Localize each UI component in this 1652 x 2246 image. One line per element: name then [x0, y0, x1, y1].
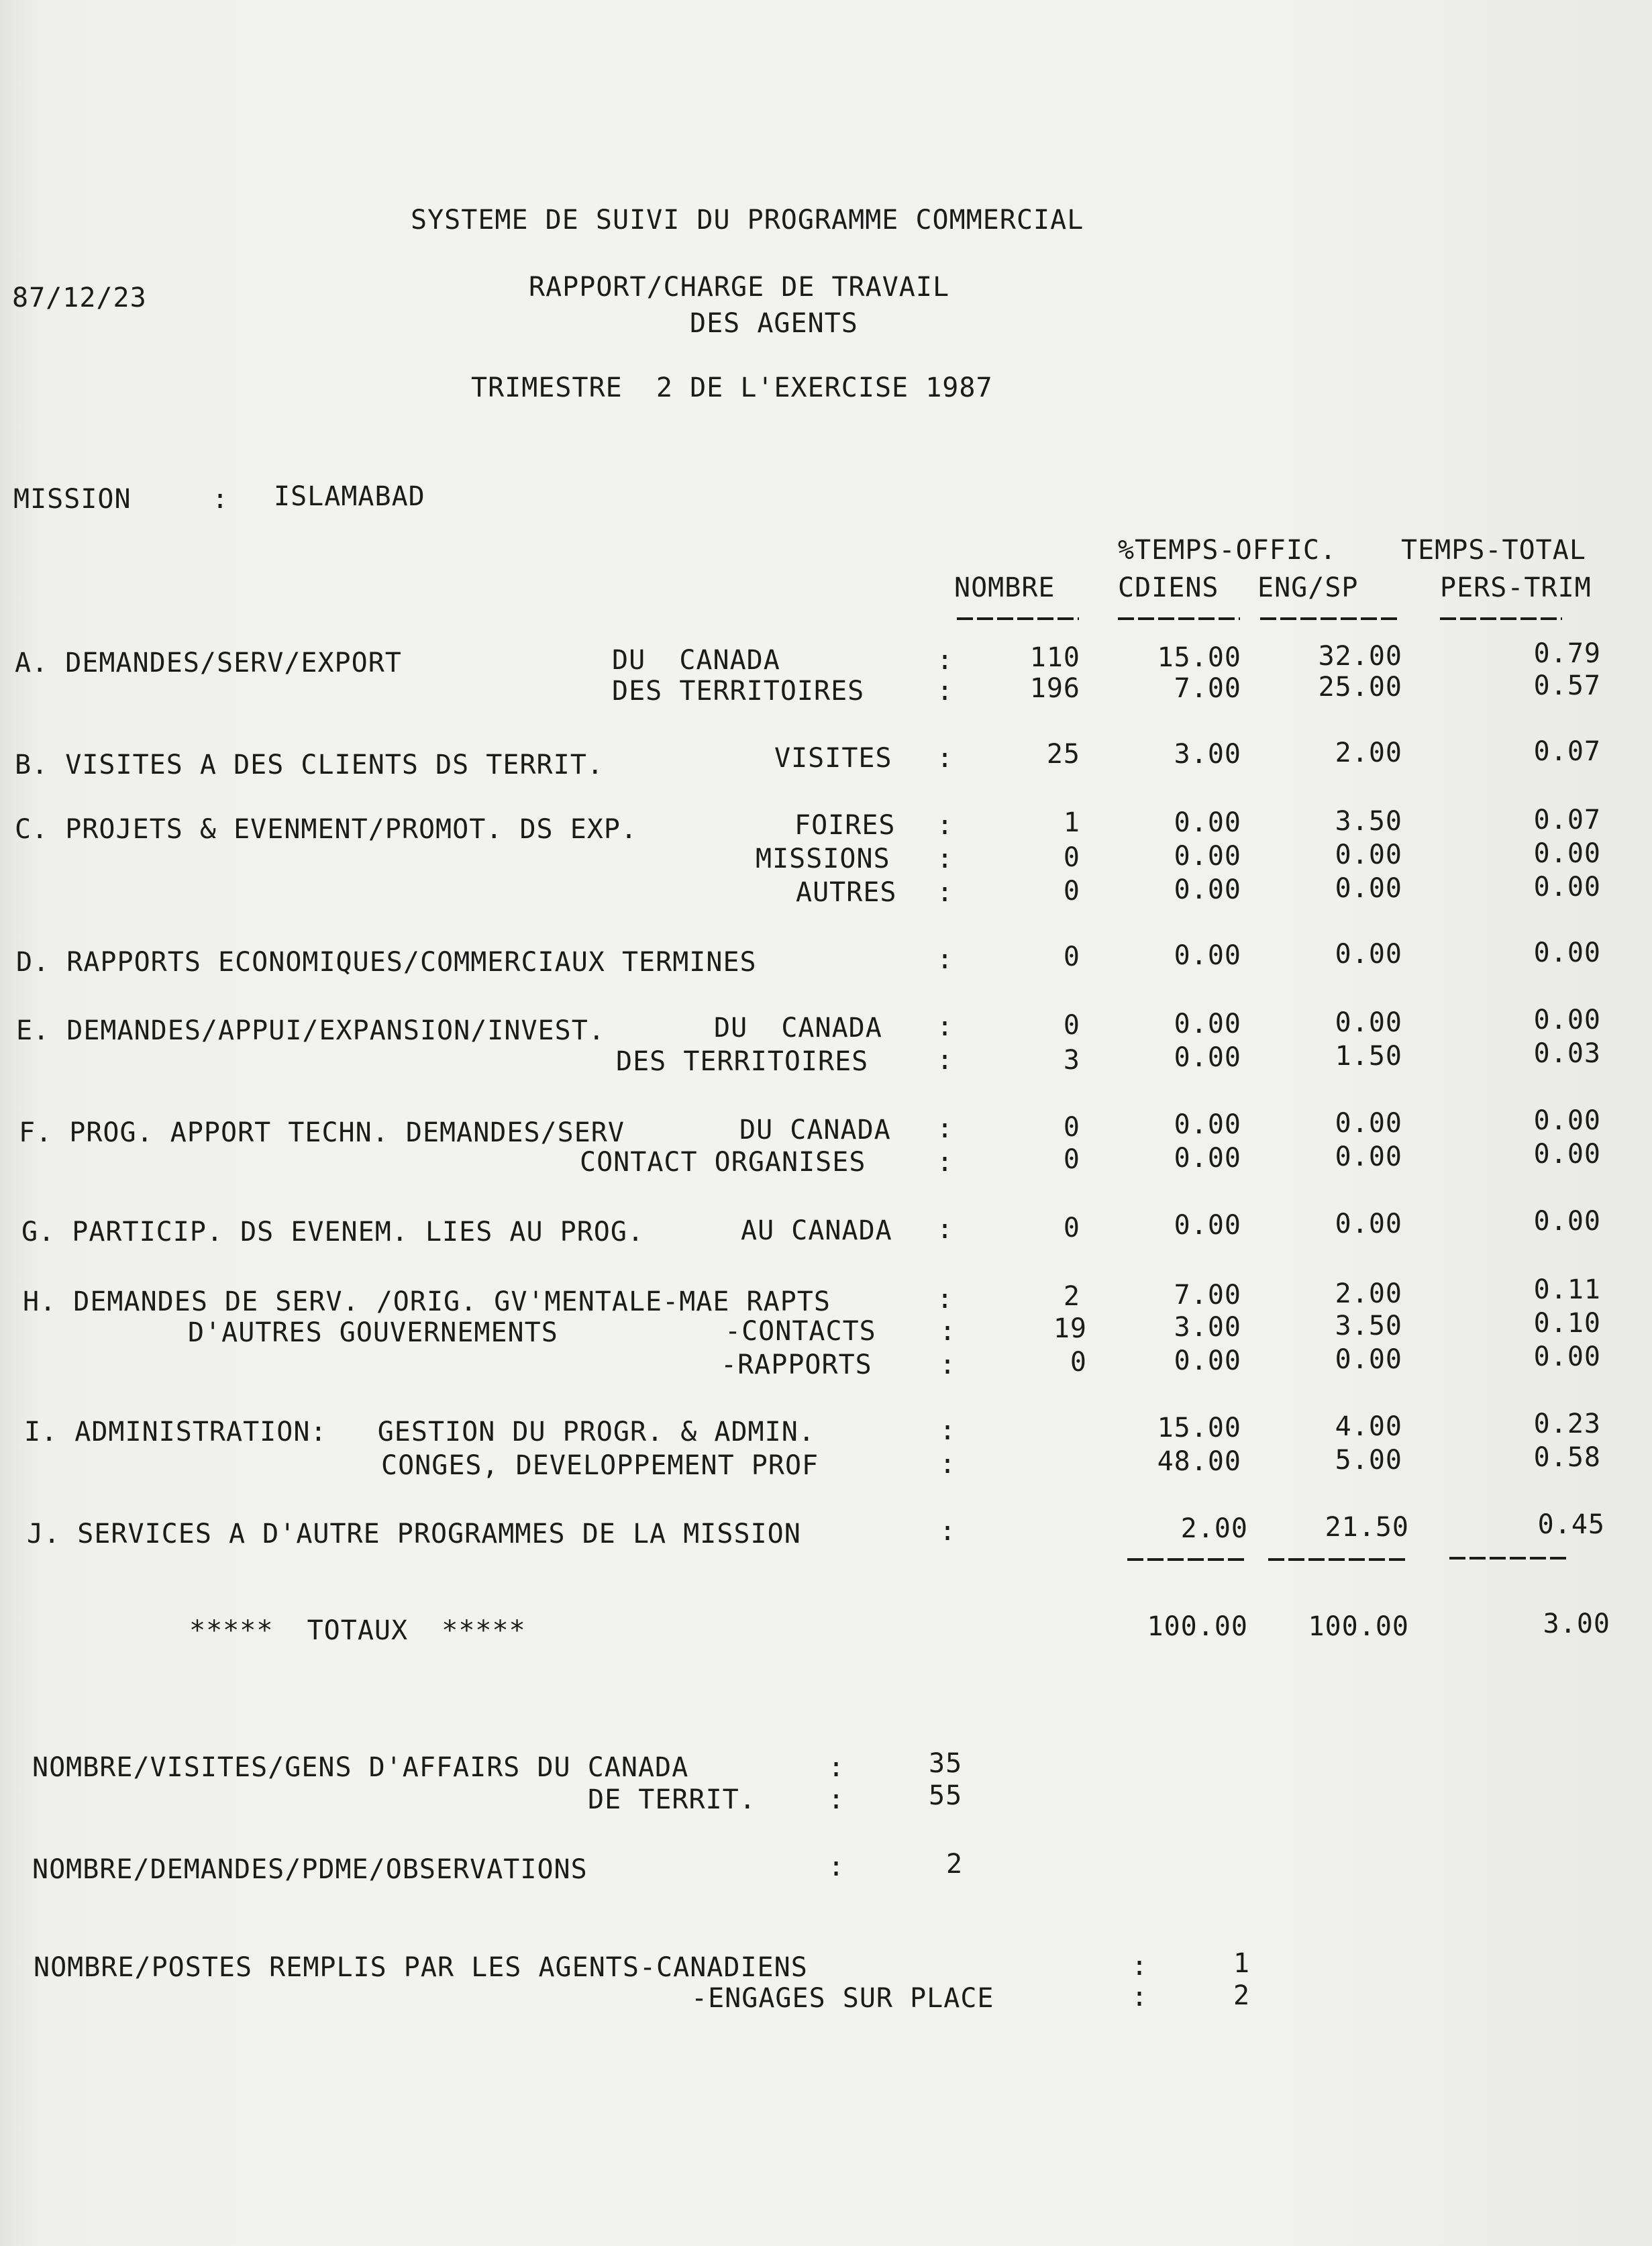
row-colon: : — [937, 743, 954, 774]
row-colon: : — [937, 810, 954, 841]
report-title-line-1: RAPPORT/CHARGE DE TRAVAIL — [529, 272, 950, 303]
row-colon: : — [937, 1113, 954, 1144]
row-colon: : — [937, 645, 954, 676]
row-label: A. DEMANDES/SERV/EXPORT — [15, 648, 402, 678]
cell-total: 0.57 — [1533, 670, 1601, 701]
row-sublabel: DU CANADA — [739, 1115, 891, 1145]
row-sublabel: CONTACT ORGANISES — [580, 1147, 866, 1178]
cell-total: 0.00 — [1533, 937, 1601, 968]
cell-engsp: 3.50 — [1335, 1311, 1402, 1341]
row-label: I. ADMINISTRATION: GESTION DU PROGR. & ADMIN. — [24, 1417, 815, 1447]
row-sublabel: DES TERRITOIRES — [612, 676, 865, 707]
cell-total: 0.07 — [1533, 805, 1601, 835]
row-label: J. SERVICES A D'AUTRE PROGRAMMES DE LA MISSION — [27, 1519, 801, 1549]
cell-total: 0.00 — [1533, 1139, 1601, 1170]
mission-label: MISSION — [13, 484, 132, 515]
cell-nombre: 0 — [1063, 842, 1080, 873]
cell-cdiens: 0.00 — [1174, 841, 1241, 872]
cell-total: 0.07 — [1533, 736, 1601, 767]
row-colon: : — [937, 877, 954, 908]
postes-place-colon: : — [1131, 1982, 1149, 2012]
report-title-line-2: DES AGENTS — [690, 308, 858, 339]
header-temps-total: TEMPS-TOTAL — [1401, 535, 1586, 566]
cell-total: 0.45 — [1537, 1509, 1605, 1540]
cell-nombre: 0 — [1063, 1010, 1080, 1041]
totals-underline-perstrim — [1449, 1557, 1570, 1560]
cell-engsp: 0.00 — [1335, 1141, 1402, 1172]
row-label: H. DEMANDES DE SERV. /ORIG. GV'MENTALE-MAE RAPTS — [23, 1286, 831, 1317]
header-eng-sp: ENG/SP — [1257, 572, 1359, 603]
cell-total: 0.79 — [1533, 638, 1601, 669]
row-label: F. PROG. APPORT TECHN. DEMANDES/SERV — [19, 1117, 625, 1148]
cell-total: 0.23 — [1533, 1409, 1601, 1439]
cell-cdiens: 15.00 — [1157, 642, 1241, 673]
system-title: SYSTEME DE SUIVI DU PROGRAMME COMMERCIAL — [411, 205, 1084, 236]
header-underline-cdiens — [1118, 617, 1240, 620]
cell-nombre: 0 — [1063, 1144, 1080, 1175]
row-colon: : — [939, 1516, 957, 1547]
row-label: B. VISITES A DES CLIENTS DS TERRIT. — [15, 750, 604, 780]
row-colon: : — [937, 844, 954, 874]
row-colon: : — [937, 1214, 954, 1245]
row-sublabel: VISITES — [774, 743, 892, 774]
cell-engsp: 0.00 — [1335, 939, 1402, 970]
cell-engsp: 5.00 — [1335, 1445, 1402, 1476]
visites-canada-label: NOMBRE/VISITES/GENS D'AFFAIRS DU CANADA — [32, 1752, 689, 1783]
cell-cdiens: 0.00 — [1174, 1109, 1241, 1140]
header-underline-engsp — [1260, 617, 1400, 620]
cell-cdiens: 7.00 — [1174, 1280, 1241, 1311]
cell-nombre: 0 — [1063, 941, 1080, 972]
visites-territ-label: DE TERRIT. — [588, 1784, 756, 1815]
cell-engsp: 1.50 — [1335, 1041, 1402, 1072]
report-date: 87/12/23 — [12, 283, 147, 313]
postes-canadiens-colon: : — [1131, 1951, 1149, 1982]
cell-nombre: 1 — [1063, 807, 1080, 838]
cell-nombre: 0 — [1063, 1112, 1080, 1143]
visites-territ-colon: : — [828, 1784, 845, 1815]
cell-cdiens: 0.00 — [1174, 940, 1241, 971]
cell-nombre: 19 — [1053, 1313, 1087, 1344]
cell-engsp: 0.00 — [1335, 839, 1402, 870]
pdme-label: NOMBRE/DEMANDES/PDME/OBSERVATIONS — [32, 1854, 588, 1885]
cell-nombre: 0 — [1063, 876, 1080, 907]
row-colon: : — [939, 1316, 957, 1347]
cell-nombre: 3 — [1063, 1045, 1080, 1076]
row-label: E. DEMANDES/APPUI/EXPANSION/INVEST. — [16, 1015, 605, 1046]
cell-engsp: 0.00 — [1335, 1344, 1402, 1375]
row-label: D. RAPPORTS ECONOMIQUES/COMMERCIAUX TERMINES — [16, 947, 757, 978]
header-underline-nombre — [957, 617, 1079, 620]
row-sublabel: -CONTACTS — [725, 1316, 876, 1347]
cell-nombre: 25 — [1046, 739, 1080, 770]
cell-cdiens: 3.00 — [1174, 1312, 1241, 1343]
cell-total: 0.11 — [1533, 1274, 1601, 1305]
row-label: C. PROJETS & EVENMENT/PROMOT. DS EXP. — [15, 814, 638, 845]
cell-total: 0.00 — [1533, 838, 1601, 869]
row-sublabel: AU CANADA — [741, 1215, 892, 1246]
visites-territ-value: 55 — [929, 1780, 963, 1811]
row-colon: : — [937, 1284, 954, 1315]
cell-total: 0.00 — [1533, 1206, 1601, 1237]
totals-underline-engsp — [1268, 1558, 1408, 1561]
row-label: CONGES, DEVELOPPEMENT PROF — [381, 1450, 819, 1481]
row-sublabel: AUTRES — [796, 877, 897, 908]
row-sublabel: DU CANADA — [612, 645, 780, 676]
row-sublabel: MISSIONS — [756, 844, 890, 874]
cell-total: 0.00 — [1533, 1105, 1601, 1136]
totals-cdiens: 100.00 — [1147, 1611, 1248, 1642]
mission-separator: : — [212, 484, 229, 515]
row-sublabel: -RAPPORTS — [721, 1349, 872, 1380]
cell-engsp: 25.00 — [1318, 672, 1402, 703]
cell-engsp: 21.50 — [1325, 1512, 1409, 1543]
cell-cdiens: 2.00 — [1180, 1513, 1248, 1544]
totals-engsp: 100.00 — [1308, 1611, 1409, 1642]
postes-canadiens-value: 1 — [1233, 1948, 1251, 1979]
pdme-colon: : — [828, 1851, 845, 1882]
cell-nombre: 0 — [1070, 1347, 1087, 1378]
cell-engsp: 0.00 — [1335, 1108, 1402, 1139]
header-pers-trim: PERS-TRIM — [1440, 572, 1592, 603]
cell-cdiens: 7.00 — [1174, 673, 1241, 704]
quarter-line: TRIMESTRE 2 DE L'EXERCISE 1987 — [471, 372, 993, 403]
row-colon: : — [937, 1011, 954, 1042]
cell-total: 0.58 — [1533, 1442, 1601, 1473]
row-sublabel: DES TERRITOIRES — [616, 1046, 869, 1077]
header-cdiens: CDIENS — [1118, 572, 1219, 603]
cell-total: 0.03 — [1533, 1038, 1601, 1069]
cell-engsp: 2.00 — [1335, 737, 1402, 768]
cell-engsp: 0.00 — [1335, 1007, 1402, 1038]
row-label: G. PARTICIP. DS EVENEM. LIES AU PROG. — [21, 1217, 645, 1247]
header-underline-perstrim — [1440, 617, 1562, 620]
cell-total: 0.00 — [1533, 1005, 1601, 1035]
row-colon: : — [939, 1449, 957, 1480]
cell-total: 0.00 — [1533, 1341, 1601, 1372]
postes-canadiens-label: NOMBRE/POSTES REMPLIS PAR LES AGENTS-CANADIENS — [34, 1952, 808, 1983]
visites-canada-value: 35 — [929, 1748, 963, 1779]
row-label: D'AUTRES GOUVERNEMENTS — [188, 1317, 558, 1348]
cell-engsp: 2.00 — [1335, 1278, 1402, 1309]
cell-engsp: 0.00 — [1335, 873, 1402, 904]
cell-cdiens: 0.00 — [1174, 1345, 1241, 1376]
cell-total: 0.10 — [1533, 1308, 1601, 1339]
postes-place-label: -ENGAGES SUR PLACE — [691, 1983, 994, 2014]
totals-perstrim: 3.00 — [1543, 1609, 1610, 1639]
cell-nombre: 110 — [1029, 642, 1080, 673]
row-colon: : — [937, 1147, 954, 1178]
row-colon: : — [939, 1349, 957, 1380]
row-sublabel: FOIRES — [794, 810, 896, 841]
pdme-value: 2 — [946, 1849, 964, 1880]
mission-value: ISLAMABAD — [274, 481, 425, 512]
row-colon: : — [937, 1045, 954, 1076]
cell-engsp: 3.50 — [1335, 806, 1402, 837]
cell-cdiens: 0.00 — [1174, 1009, 1241, 1039]
row-colon: : — [939, 1415, 957, 1446]
cell-nombre: 0 — [1063, 1213, 1080, 1243]
cell-cdiens: 3.00 — [1174, 739, 1241, 770]
cell-engsp: 32.00 — [1318, 641, 1402, 672]
postes-place-value: 2 — [1233, 1980, 1251, 2011]
cell-cdiens: 0.00 — [1174, 1143, 1241, 1174]
cell-nombre: 196 — [1029, 673, 1080, 704]
cell-cdiens: 0.00 — [1174, 1042, 1241, 1073]
totals-underline-cdiens — [1127, 1558, 1248, 1561]
row-colon: : — [937, 944, 954, 975]
cell-cdiens: 0.00 — [1174, 807, 1241, 838]
cell-cdiens: 0.00 — [1174, 874, 1241, 905]
row-colon: : — [937, 676, 954, 707]
cell-cdiens: 0.00 — [1174, 1210, 1241, 1241]
header-nombre: NOMBRE — [954, 572, 1055, 603]
cell-engsp: 4.00 — [1335, 1411, 1402, 1442]
cell-total: 0.00 — [1533, 872, 1601, 903]
cell-engsp: 0.00 — [1335, 1209, 1402, 1239]
cell-nombre: 2 — [1063, 1281, 1080, 1312]
cell-cdiens: 48.00 — [1157, 1446, 1241, 1477]
header-pct-temps-offic: %TEMPS-OFFIC. — [1118, 535, 1337, 566]
visites-canada-colon: : — [828, 1752, 845, 1783]
cell-cdiens: 15.00 — [1157, 1413, 1241, 1443]
row-sublabel: DU CANADA — [714, 1013, 882, 1043]
totals-label: ***** TOTAUX ***** — [189, 1615, 526, 1646]
